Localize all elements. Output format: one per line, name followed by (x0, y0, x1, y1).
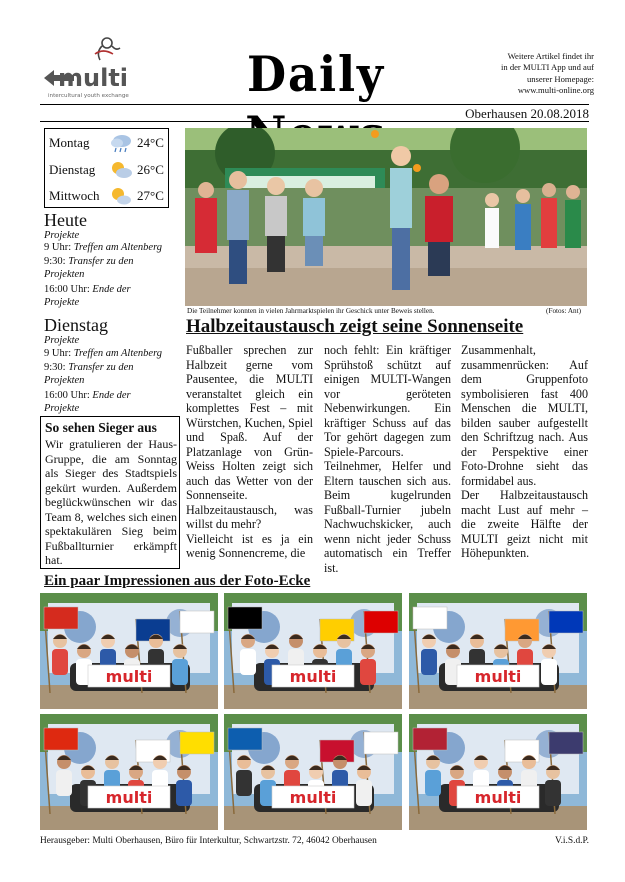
weather-row (45, 157, 168, 183)
banner-text: multi (289, 788, 337, 807)
masthead-note: Weitere Artikel findet ihr in der MULTI App und auf unserer Homepage: www.multi-online.org (468, 51, 594, 96)
schedule-item: Projekten (44, 375, 85, 386)
hero-photo (185, 128, 587, 306)
weather-day: Montag (49, 135, 90, 150)
weather-row (45, 183, 168, 209)
weather-box (44, 128, 169, 208)
gallery-photo[interactable] (409, 593, 587, 709)
weather-day: Dienstag (49, 162, 96, 177)
article-headline: Halbzeitaustausch zeigt seine Sonnenseite (186, 316, 524, 337)
weather-temp: 24°C (137, 135, 164, 150)
photo-caption (185, 306, 587, 316)
article-column-1 (186, 343, 313, 561)
gallery-photo[interactable] (224, 714, 402, 830)
banner-text: multi (474, 788, 522, 807)
homepage-link[interactable]: www.multi-online.org (517, 84, 594, 95)
weather-temp: 26°C (137, 162, 164, 177)
winners-title: So sehen Sieger aus (45, 420, 157, 435)
header-rule-top (40, 104, 589, 105)
schedule-today-heading: Heute (44, 210, 87, 230)
weather-temp: 27°C (137, 188, 164, 203)
article-paragraph: Fußballer sprechen zur Halbzeit gerne vom Pausentee, die MULTI veranstaltet gleich ein komplettes Fest – mit Würstchen, Kuchen, Spiel und Spaß. Auf der Platzanlage von Grün-Weiss Holten zeigt sich auch das Wetter von der Sonnenseite. Halbzeitaustausch, was willst du mehr? (186, 343, 313, 531)
sun-cloud-icon (109, 185, 133, 207)
banner-text: multi (105, 788, 153, 807)
gallery-photo[interactable] (40, 593, 218, 709)
gallery-photo[interactable] (409, 714, 587, 830)
schedule-tuesday-heading: Dienstag (44, 315, 108, 335)
article-paragraph: Vielleicht ist es ja ein wenig Sonnencreme, die (186, 531, 313, 560)
footer (40, 835, 589, 847)
schedule-item: Projekten (44, 269, 85, 280)
gallery-title: Ein paar Impressionen aus der Foto-Ecke (44, 573, 311, 589)
schedule-item: Projekte (44, 297, 80, 308)
weather-day: Mittwoch (49, 188, 100, 203)
photo-credit: (Fotos: Ant) (546, 307, 581, 315)
schedule-item: 9 Uhr: Treffen am Altenberg (44, 242, 163, 253)
gallery-photo[interactable] (40, 714, 218, 830)
winners-box (40, 416, 180, 569)
cloud-rain-icon (109, 132, 133, 154)
article-paragraph: Der Halbzeitaustausch macht Lust auf mehr – die zweite Hälfte der MULTI geizt nicht mit Höhepunkten. (461, 488, 588, 560)
sun-cloud-icon (109, 159, 133, 181)
banner-text: multi (105, 667, 153, 686)
header-rule-bottom (40, 121, 589, 122)
schedule-item: 9:30: Transfer zu den (44, 256, 134, 267)
schedule-item: 9 Uhr: Treffen am Altenberg (44, 348, 163, 359)
newspaper-title: Daily (247, 45, 385, 103)
banner-text: multi (289, 667, 337, 686)
publisher-info: Herausgeber: Multi Oberhausen, Büro für Interkultur, Schwartzstr. 72, 46042 Oberhausen (40, 836, 377, 846)
caption-text: Die Teilnehmer konnten in vielen Jahrmarktspielen ihr Geschick unter Beweis stellen. (187, 307, 435, 315)
schedule-item: 16:00 Uhr: Ende der (44, 390, 131, 401)
schedule-item: 16:00 Uhr: Ende der (44, 284, 131, 295)
article-paragraph: noch fehlt: Ein kräftiger Sprühstoß schützt auf einigen MULTI-Wangen vor geröteten Nebenwirkungen. Ein kräftiger Schuss auf das Tor gehört dagegen zum Spiele-Parcours. Teilnehmer, Helfer und Eltern tauschen sich aus. Beim kugelrunden Fußball-Turnier jubeln Nachwuchskicker, auch wenn nicht jeder Schuss automatisch ein Treffer ist. (324, 343, 451, 575)
svg-text:intercultural youth exchange: intercultural youth exchange (48, 93, 129, 99)
article-paragraph: Zusammenhalt, zusammenrücken: Auf dem Gruppenfoto symbolisieren fast 400 Menschen die MULTI, bilden sauber aufgestellt den Schriftzug nach. Aus der Perspektive einer Foto-Drohne sieht das formidabel aus. (461, 343, 588, 488)
weather-row (45, 130, 168, 156)
schedule-label: Projekte (44, 230, 80, 241)
article-column-3 (461, 343, 588, 561)
schedule-item: 9:30: Transfer zu den (44, 362, 134, 373)
gallery-photo[interactable] (224, 593, 402, 709)
schedule-label: Projekte (44, 335, 80, 346)
multi-logo (40, 34, 140, 100)
winners-text: Wir gratulieren der Haus-Gruppe, die am Sonntag als Sieger des Stadtspiels gekürt wurden. Außerdem beglückwünschen wir das Team 8, welches sich einen spektakulären Sieg beim Fußballturnier erkämpft hat. (45, 437, 177, 567)
article-column-2 (324, 343, 451, 575)
visdp: V.i.S.d.P. (555, 836, 589, 846)
svg-text:multi: multi (58, 64, 129, 92)
banner-text: multi (474, 667, 522, 686)
dateline: Oberhausen 20.08.2018 (465, 106, 589, 121)
schedule-item: Projekte (44, 403, 80, 414)
